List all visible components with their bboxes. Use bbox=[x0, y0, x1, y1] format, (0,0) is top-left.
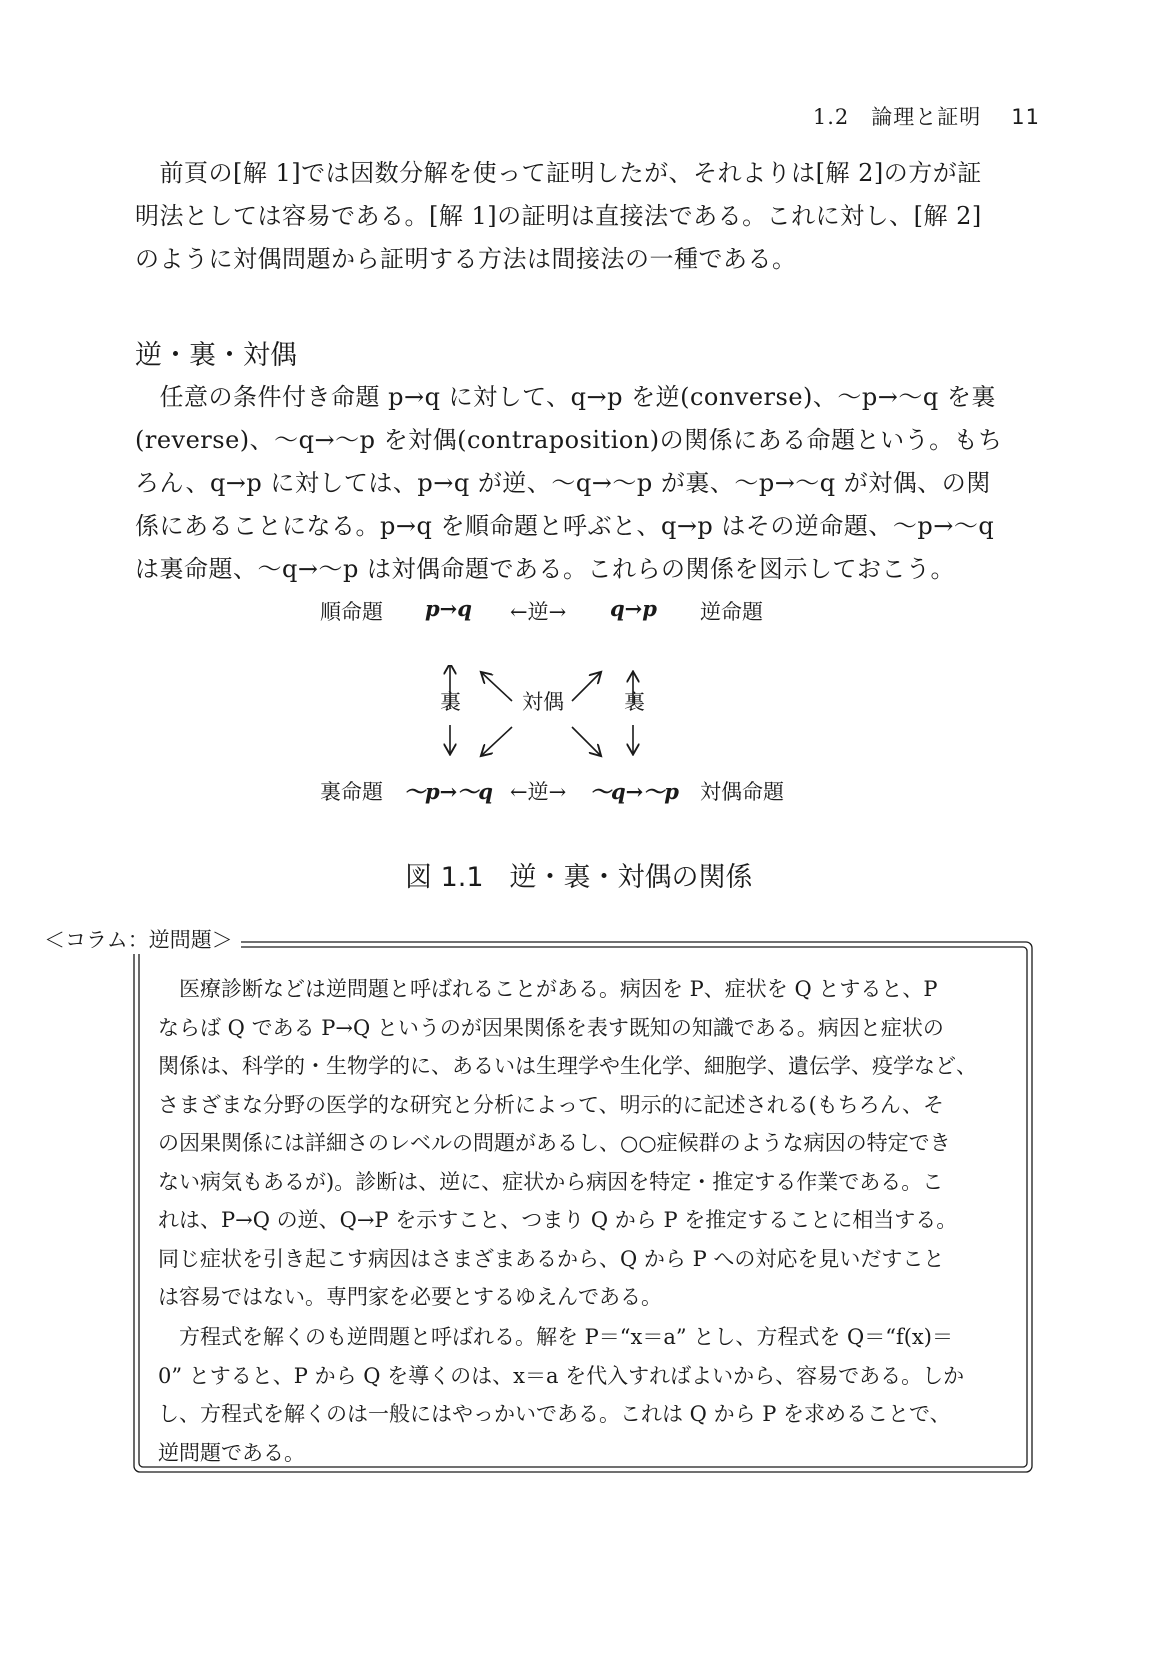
text-line: 逆問題である。 bbox=[158, 1440, 305, 1465]
column-title: ＜コラム：逆問題＞ bbox=[36, 924, 241, 954]
text-line: ない病気もあるが)。診断は、逆に、症状から病因を特定・推定する作業である。こ bbox=[158, 1169, 944, 1194]
section-heading: 逆・裏・対偶 bbox=[135, 340, 297, 371]
text-line: 関係は、科学的・生物学的に、あるいは生理学や生化学、細胞学、遺伝学、疫学など、 bbox=[158, 1054, 977, 1078]
relation-converse-top: ←逆→ bbox=[510, 600, 567, 624]
relation-contrapositive: 対偶 bbox=[522, 690, 564, 714]
text-line: のように対偶問題から証明する方法は間接法の一種である。 bbox=[135, 245, 797, 273]
arrow-diag-up-left bbox=[482, 673, 512, 701]
text-line: (reverse)、〜q→〜p を対偶(contraposition)の関係にある命題という。もち bbox=[135, 426, 1003, 454]
label-converse: 逆命題 bbox=[700, 600, 763, 624]
formula-inverse: 〜p→〜q bbox=[404, 779, 493, 804]
text-line: 同じ症状を引き起こす病因はさまざまあるから、Q から P への対応を見いだすこと bbox=[158, 1246, 945, 1271]
text-line: ならば Q である P→Q というのが因果関係を表す既知の知識である。病因と症状の bbox=[158, 1015, 944, 1040]
text-line: は裏命題、〜q→〜p は対偶命題である。これらの関係を図示しておこう。 bbox=[135, 555, 955, 583]
text-line: 前頁の[解 1]では因数分解を使って証明したが、それよりは[解 2]の方が証 bbox=[135, 159, 982, 187]
text-line: 0” とすると、P から Q を導くのは、x＝a を代入すればよいから、容易である。しか bbox=[158, 1363, 965, 1388]
column-paragraph-1 bbox=[158, 970, 1008, 1317]
text-line: 方程式を解くのも逆問題と呼ばれる。解を P＝“x＝a” とし、方程式を Q＝“f(x)＝ bbox=[158, 1325, 953, 1349]
text-line: の因果関係には詳細さのレベルの問題があるし、○○症候群のような病因の特定でき bbox=[158, 1131, 951, 1155]
arrow-diag-up-right bbox=[572, 673, 600, 701]
text-line: さまざまな分野の医学的な研究と分析によって、明示的に記述される(もちろん、そ bbox=[158, 1092, 945, 1117]
figure-caption bbox=[405, 855, 753, 894]
label-inverse: 裏命題 bbox=[320, 780, 383, 804]
diagram-arrows bbox=[440, 665, 700, 805]
figure-number: 図 1.1 bbox=[405, 862, 484, 893]
formula-contrapositive: 〜q→〜p bbox=[590, 779, 679, 804]
text-line: 明法としては容易である。[解 1]の証明は直接法である。これに対し、[解 2] bbox=[135, 202, 982, 230]
formula-original: p→q bbox=[425, 596, 472, 621]
label-original: 順命題 bbox=[320, 600, 383, 624]
section-label: 1.2 論理と証明 bbox=[812, 105, 982, 129]
relation-inverse-right: 裏 bbox=[624, 690, 645, 714]
text-line: ろん、q→p に対しては、p→q が逆、〜q→〜p が裏、〜p→〜q が対偶、の関 bbox=[135, 469, 991, 497]
text-line: し、方程式を解くのは一般にはやっかいである。これは Q から P を求めることで、 bbox=[158, 1402, 951, 1426]
text-line: 医療診断などは逆問題と呼ばれることがある。病因を P、症状を Q とすると、P bbox=[158, 977, 938, 1001]
relation-inverse-left: 裏 bbox=[440, 690, 461, 714]
arrow-diag-down-right bbox=[572, 727, 600, 755]
formula-converse: q→p bbox=[610, 596, 657, 621]
label-contrapositive: 対偶命題 bbox=[700, 780, 784, 804]
running-head bbox=[720, 101, 1040, 131]
column-paragraph-2 bbox=[158, 1318, 1008, 1472]
text-line: 係にあることになる。p→q を順命題と呼ぶと、q→p はその逆命題、〜p→〜q bbox=[135, 512, 995, 540]
text-line: は容易ではない。専門家を必要とするゆえんである。 bbox=[158, 1285, 662, 1309]
text-line: 任意の条件付き命題 p→q に対して、q→p を逆(converse)、〜p→〜q を裏 bbox=[135, 383, 996, 411]
page-number: 11 bbox=[1011, 105, 1040, 129]
paragraph-definitions bbox=[135, 376, 1040, 591]
figure-title: 逆・裏・対偶の関係 bbox=[509, 862, 753, 893]
paragraph-intro bbox=[135, 152, 1040, 281]
text-line: れは、P→Q の逆、Q→P を示すこと、つまり Q から P を推定することに相当する。 bbox=[158, 1208, 958, 1232]
relation-converse-bottom: ←逆→ bbox=[510, 780, 567, 804]
arrow-diag-down-left bbox=[482, 727, 512, 755]
